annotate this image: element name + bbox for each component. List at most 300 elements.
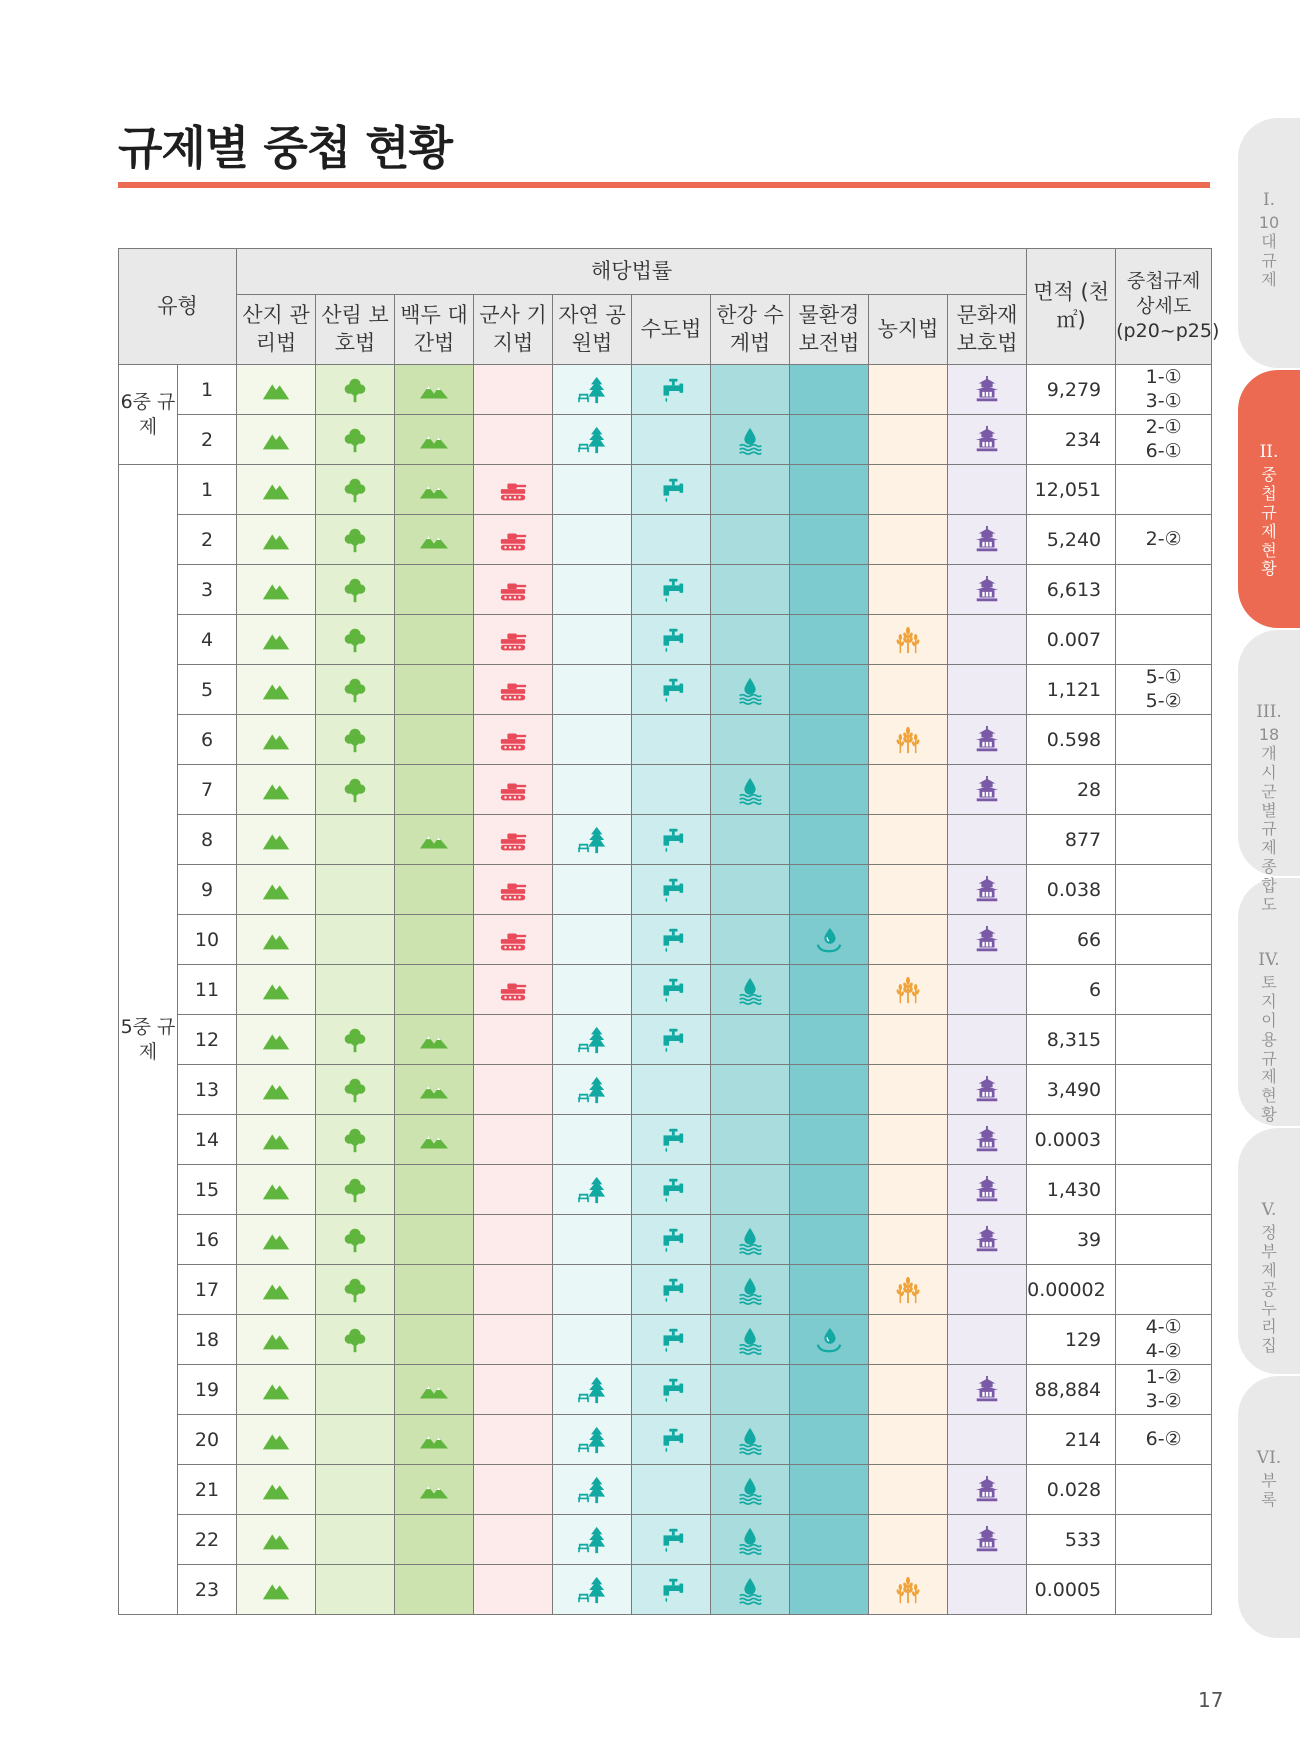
law-cell <box>316 565 395 615</box>
law-cell <box>948 1415 1027 1465</box>
row-number: 8 <box>178 815 237 865</box>
ridge-icon <box>395 1466 473 1514</box>
law-cell <box>632 415 711 465</box>
mountain-icon <box>237 616 315 664</box>
detail-ref <box>1116 1265 1212 1315</box>
row-number: 14 <box>178 1115 237 1165</box>
water-drop-icon <box>711 1516 789 1564</box>
law-cell <box>632 865 711 915</box>
law-cell <box>237 815 316 865</box>
detail-ref-item: 3-② <box>1145 1389 1182 1412</box>
law-cell <box>632 565 711 615</box>
law-header-7: 물환경 보전법 <box>790 295 869 365</box>
law-cell <box>948 1265 1027 1315</box>
law-cell <box>395 765 474 815</box>
law-cell <box>790 1065 869 1115</box>
tree-icon <box>316 1016 394 1064</box>
law-cell <box>395 1015 474 1065</box>
ridge-icon <box>395 1066 473 1114</box>
law-cell <box>632 1415 711 1465</box>
ridge-icon <box>395 816 473 864</box>
mountain-icon <box>237 466 315 514</box>
law-cell <box>316 515 395 565</box>
section-sidebar <box>1238 118 1300 1638</box>
law-cell <box>948 1165 1027 1215</box>
law-cell <box>869 715 948 765</box>
law-cell <box>790 815 869 865</box>
sidebar-tab-number: II. <box>1259 442 1279 462</box>
detail-ref <box>1116 615 1212 665</box>
law-cell <box>632 1215 711 1265</box>
tank-icon <box>474 816 552 864</box>
law-cell <box>790 865 869 915</box>
wheat-icon <box>869 966 947 1014</box>
law-cell <box>237 1065 316 1115</box>
law-cell <box>948 665 1027 715</box>
row-number: 15 <box>178 1165 237 1215</box>
law-cell <box>553 615 632 665</box>
law-cell <box>395 1365 474 1415</box>
ridge-icon <box>395 466 473 514</box>
table-row <box>119 565 1212 615</box>
detail-ref <box>1116 1565 1212 1615</box>
tank-icon <box>474 566 552 614</box>
water-drop-icon <box>711 1466 789 1514</box>
law-cell <box>316 415 395 465</box>
law-cell <box>474 1165 553 1215</box>
sidebar-tab-number: I. <box>1262 190 1276 210</box>
table-row <box>119 515 1212 565</box>
wheat-icon <box>869 616 947 664</box>
faucet-icon <box>632 1016 710 1064</box>
detail-ref <box>1116 965 1212 1015</box>
tree-icon <box>316 1216 394 1264</box>
detail-ref <box>1116 915 1212 965</box>
detail-ref <box>1116 1315 1212 1365</box>
law-cell <box>711 565 790 615</box>
law-cell <box>869 465 948 515</box>
law-cell <box>632 515 711 565</box>
law-cell <box>553 865 632 915</box>
detail-ref <box>1116 1065 1212 1115</box>
area-value: 9,279 <box>1027 365 1116 415</box>
group-label: 6중 규제 <box>119 365 178 465</box>
law-cell <box>869 1515 948 1565</box>
law-header-3: 군사 기지법 <box>474 295 553 365</box>
law-cell <box>237 1215 316 1265</box>
area-value: 234 <box>1027 415 1116 465</box>
area-value: 129 <box>1027 1315 1116 1365</box>
table-row <box>119 1115 1212 1165</box>
law-cell <box>790 1015 869 1065</box>
park-tree-icon <box>553 816 631 864</box>
law-cell <box>553 1315 632 1365</box>
law-cell <box>553 1515 632 1565</box>
law-cell <box>790 1215 869 1265</box>
row-number: 6 <box>178 715 237 765</box>
sidebar-tab-number: III. <box>1256 702 1282 722</box>
sidebar-tab-2[interactable] <box>1238 370 1300 628</box>
law-cell <box>948 715 1027 765</box>
law-header-9: 문화재 보호법 <box>948 295 1027 365</box>
law-cell <box>711 1165 790 1215</box>
detail-ref-item: 1-① <box>1145 365 1182 388</box>
faucet-icon <box>632 366 710 414</box>
table-row <box>119 1165 1212 1215</box>
law-cell <box>790 515 869 565</box>
table-row <box>119 1065 1212 1115</box>
detail-ref-item: 5-① <box>1145 665 1182 688</box>
table-row <box>119 965 1212 1015</box>
law-cell <box>316 1065 395 1115</box>
law-cell <box>474 665 553 715</box>
faucet-icon <box>632 866 710 914</box>
law-cell <box>553 515 632 565</box>
law-cell <box>711 1365 790 1415</box>
park-tree-icon <box>553 366 631 414</box>
law-cell <box>553 365 632 415</box>
law-cell <box>316 365 395 415</box>
law-cell <box>553 1015 632 1065</box>
law-cell <box>237 1115 316 1165</box>
area-value: 0.007 <box>1027 615 1116 665</box>
law-cell <box>237 465 316 515</box>
law-cell <box>474 1465 553 1515</box>
law-cell <box>395 1515 474 1565</box>
law-cell <box>948 1315 1027 1365</box>
faucet-icon <box>632 1316 710 1364</box>
law-cell <box>869 1065 948 1115</box>
law-cell <box>395 465 474 515</box>
tank-icon <box>474 666 552 714</box>
table-row <box>119 1215 1212 1265</box>
water-drop-icon <box>711 416 789 464</box>
mountain-icon <box>237 1116 315 1164</box>
water-drop-icon <box>711 666 789 714</box>
law-cell <box>711 1115 790 1165</box>
sidebar-tab-label: 정부제공 누리집 <box>1261 1223 1277 1356</box>
tank-icon <box>474 916 552 964</box>
row-number: 1 <box>178 365 237 415</box>
pagoda-icon <box>948 716 1026 764</box>
mountain-icon <box>237 716 315 764</box>
law-cell <box>632 1265 711 1315</box>
law-cell <box>790 665 869 715</box>
faucet-icon <box>632 1416 710 1464</box>
ridge-icon <box>395 1416 473 1464</box>
law-cell <box>316 1115 395 1165</box>
water-drop-icon <box>711 1316 789 1364</box>
area-value: 6,613 <box>1027 565 1116 615</box>
law-cell <box>553 715 632 765</box>
sidebar-tab-4[interactable] <box>1238 878 1300 1126</box>
detail-ref <box>1116 1415 1212 1465</box>
law-cell <box>948 1015 1027 1065</box>
law-cell <box>553 565 632 615</box>
laws-header: 해당법률 <box>237 249 1027 295</box>
law-header-4: 자연 공원법 <box>553 295 632 365</box>
law-cell <box>869 1265 948 1315</box>
law-cell <box>869 415 948 465</box>
law-cell <box>395 365 474 415</box>
tree-icon <box>316 1266 394 1314</box>
law-cell <box>474 415 553 465</box>
row-number: 12 <box>178 1015 237 1065</box>
tree-icon <box>316 566 394 614</box>
mountain-icon <box>237 1566 315 1614</box>
law-cell <box>237 665 316 715</box>
mountain-icon <box>237 1266 315 1314</box>
law-cell <box>790 465 869 515</box>
faucet-icon <box>632 1116 710 1164</box>
law-header-5: 수도법 <box>632 295 711 365</box>
tree-icon <box>316 716 394 764</box>
law-cell <box>790 365 869 415</box>
mountain-icon <box>237 916 315 964</box>
area-value: 5,240 <box>1027 515 1116 565</box>
water-drop-icon <box>711 766 789 814</box>
law-cell <box>553 1115 632 1165</box>
law-cell <box>632 1465 711 1515</box>
law-cell <box>790 1165 869 1215</box>
pagoda-icon <box>948 416 1026 464</box>
law-cell <box>632 615 711 665</box>
wheat-icon <box>869 1266 947 1314</box>
law-cell <box>474 1365 553 1415</box>
area-value: 39 <box>1027 1215 1116 1265</box>
law-cell <box>711 1465 790 1515</box>
faucet-icon <box>632 1516 710 1564</box>
law-cell <box>316 915 395 965</box>
mountain-icon <box>237 1516 315 1564</box>
detail-ref <box>1116 1515 1212 1565</box>
law-cell <box>632 465 711 515</box>
table-row <box>119 1465 1212 1515</box>
faucet-icon <box>632 816 710 864</box>
law-cell <box>869 515 948 565</box>
sidebar-tab-1[interactable] <box>1238 118 1300 368</box>
law-cell <box>395 1065 474 1115</box>
law-cell <box>237 1365 316 1415</box>
water-drop-icon <box>711 1566 789 1614</box>
law-cell <box>316 715 395 765</box>
detail-ref <box>1116 1465 1212 1515</box>
law-cell <box>553 1265 632 1315</box>
water-ripple-icon <box>790 916 868 964</box>
table-row <box>119 415 1212 465</box>
detail-ref <box>1116 1015 1212 1065</box>
tree-icon <box>316 766 394 814</box>
law-cell <box>632 1165 711 1215</box>
law-cell <box>948 515 1027 565</box>
law-cell <box>711 515 790 565</box>
area-value: 8,315 <box>1027 1015 1116 1065</box>
tank-icon <box>474 516 552 564</box>
ridge-icon <box>395 1366 473 1414</box>
area-value: 0.598 <box>1027 715 1116 765</box>
law-cell <box>948 615 1027 665</box>
law-cell <box>316 765 395 815</box>
wheat-icon <box>869 1566 947 1614</box>
group-label: 5중 규제 <box>119 465 178 1615</box>
law-cell <box>553 665 632 715</box>
detail-ref <box>1116 665 1212 715</box>
law-cell <box>632 1065 711 1115</box>
mountain-icon <box>237 1016 315 1064</box>
pagoda-icon <box>948 1066 1026 1114</box>
law-cell <box>395 1315 474 1365</box>
table-row <box>119 1365 1212 1415</box>
detail-header: 중첩규제 상세도 (p20~p25) <box>1116 249 1212 365</box>
area-value: 0.028 <box>1027 1465 1116 1515</box>
law-cell <box>316 665 395 715</box>
pagoda-icon <box>948 916 1026 964</box>
park-tree-icon <box>553 1566 631 1614</box>
row-number: 22 <box>178 1515 237 1565</box>
law-cell <box>553 815 632 865</box>
area-value: 1,121 <box>1027 665 1116 715</box>
law-cell <box>948 765 1027 815</box>
faucet-icon <box>632 1366 710 1414</box>
law-cell <box>790 1315 869 1365</box>
row-number: 16 <box>178 1215 237 1265</box>
mountain-icon <box>237 1066 315 1114</box>
law-cell <box>711 1515 790 1565</box>
ridge-icon <box>395 516 473 564</box>
law-cell <box>711 1415 790 1465</box>
sidebar-tab-3[interactable] <box>1238 630 1300 914</box>
law-cell <box>237 1465 316 1515</box>
law-cell <box>553 1465 632 1515</box>
law-cell <box>790 615 869 665</box>
law-cell <box>316 1465 395 1515</box>
law-cell <box>948 565 1027 615</box>
law-cell <box>316 1165 395 1215</box>
area-value: 214 <box>1027 1415 1116 1465</box>
law-cell <box>474 465 553 515</box>
law-cell <box>474 615 553 665</box>
law-cell <box>711 1015 790 1065</box>
law-header-1: 산림 보호법 <box>316 295 395 365</box>
law-cell <box>395 415 474 465</box>
detail-ref <box>1116 865 1212 915</box>
law-cell <box>474 1115 553 1165</box>
law-cell <box>395 665 474 715</box>
mountain-icon <box>237 1216 315 1264</box>
table-row <box>119 865 1212 915</box>
pagoda-icon <box>948 1216 1026 1264</box>
law-cell <box>474 365 553 415</box>
law-cell <box>869 915 948 965</box>
tree-icon <box>316 616 394 664</box>
faucet-icon <box>632 466 710 514</box>
law-cell <box>395 1465 474 1515</box>
detail-ref <box>1116 565 1212 615</box>
pagoda-icon <box>948 866 1026 914</box>
law-cell <box>237 715 316 765</box>
law-cell <box>948 415 1027 465</box>
law-cell <box>711 865 790 915</box>
law-cell <box>948 365 1027 415</box>
mountain-icon <box>237 416 315 464</box>
tree-icon <box>316 416 394 464</box>
sidebar-tab-5[interactable] <box>1238 1128 1300 1374</box>
law-cell <box>237 1165 316 1215</box>
law-cell <box>237 365 316 415</box>
pagoda-icon <box>948 766 1026 814</box>
area-value: 877 <box>1027 815 1116 865</box>
law-cell <box>632 715 711 765</box>
law-cell <box>869 1415 948 1465</box>
law-cell <box>474 1065 553 1115</box>
law-cell <box>553 1165 632 1215</box>
law-cell <box>711 915 790 965</box>
park-tree-icon <box>553 1466 631 1514</box>
law-cell <box>237 1565 316 1615</box>
detail-ref <box>1116 815 1212 865</box>
law-cell <box>790 915 869 965</box>
area-value: 6 <box>1027 965 1116 1015</box>
law-cell <box>395 565 474 615</box>
detail-ref <box>1116 515 1212 565</box>
tree-icon <box>316 466 394 514</box>
row-number: 4 <box>178 615 237 665</box>
law-cell <box>395 1165 474 1215</box>
law-cell <box>790 1565 869 1615</box>
sidebar-tab-6[interactable] <box>1238 1376 1300 1638</box>
table-row <box>119 815 1212 865</box>
law-cell <box>474 1515 553 1565</box>
area-value: 533 <box>1027 1515 1116 1565</box>
law-cell <box>237 415 316 465</box>
law-cell <box>474 1565 553 1615</box>
row-number: 20 <box>178 1415 237 1465</box>
law-cell <box>553 915 632 965</box>
law-cell <box>237 965 316 1015</box>
law-cell <box>948 1465 1027 1515</box>
pagoda-icon <box>948 1166 1026 1214</box>
law-cell <box>790 965 869 1015</box>
law-cell <box>632 915 711 965</box>
law-cell <box>553 415 632 465</box>
law-cell <box>869 965 948 1015</box>
table-row <box>119 915 1212 965</box>
law-cell <box>474 1315 553 1365</box>
type-header: 유형 <box>119 249 237 365</box>
row-number: 9 <box>178 865 237 915</box>
tree-icon <box>316 666 394 714</box>
detail-ref <box>1116 1215 1212 1265</box>
law-cell <box>948 465 1027 515</box>
law-cell <box>553 1565 632 1615</box>
faucet-icon <box>632 666 710 714</box>
law-cell <box>395 865 474 915</box>
law-cell <box>395 815 474 865</box>
area-value: 12,051 <box>1027 465 1116 515</box>
law-cell <box>632 1115 711 1165</box>
law-cell <box>474 1215 553 1265</box>
law-cell <box>474 515 553 565</box>
faucet-icon <box>632 966 710 1014</box>
law-cell <box>869 565 948 615</box>
law-cell <box>632 1515 711 1565</box>
law-cell <box>869 1365 948 1415</box>
law-cell <box>711 415 790 465</box>
detail-ref-item: 3-① <box>1145 389 1182 412</box>
law-cell <box>316 1015 395 1065</box>
law-cell <box>632 1365 711 1415</box>
law-cell <box>395 615 474 665</box>
